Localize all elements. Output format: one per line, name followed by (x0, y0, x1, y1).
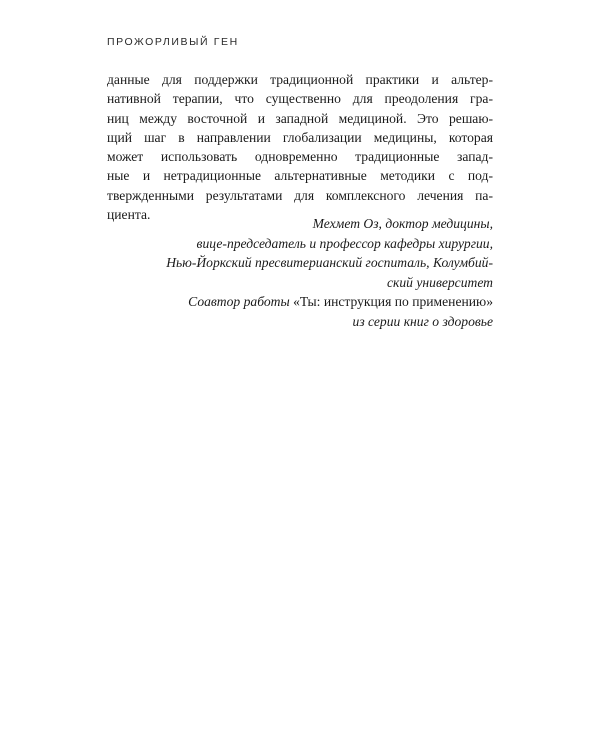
running-head: ПРОЖОРЛИВЫЙ ГЕН (107, 36, 239, 48)
author-attribution (107, 214, 493, 331)
paragraph-line: ниц между восточной и западной медициной. Это решаю- (107, 110, 493, 126)
attribution-position: вице-председатель и профессор кафедры хирургии, (196, 235, 493, 251)
paragraph-line: может использовать одновременно традиционные запад- (107, 149, 493, 165)
attribution-coauthor (107, 292, 493, 312)
paragraph-line: данные для поддержки традиционной практики и альтер- (107, 72, 493, 87)
paragraph-line: нативной терапии, что существенно для преодоления гра- (107, 91, 493, 107)
paragraph-line: циента. (107, 207, 151, 223)
attribution-affiliation-cont: ский университет (386, 274, 493, 290)
paragraph-line: твержденными результатами для комплексного лечения па- (107, 187, 493, 203)
attribution-coauthor-prefix: Соавтор работы (188, 294, 294, 309)
attribution-affiliation: Нью-Йоркский пресвитерианский госпиталь, Колумбий- (166, 255, 493, 270)
attribution-book-title: «Ты: инструкция по применению» (293, 294, 493, 309)
paragraph-line: ные и нетрадиционные альтернативные методики с под- (107, 168, 493, 184)
paragraph-line: щий шаг в направлении глобализации медицины, которая (107, 129, 493, 145)
attribution-author: Мехмет Оз, доктор медицины, (312, 216, 493, 231)
attribution-series: из серии книг о здоровье (352, 313, 493, 329)
body-paragraph (107, 70, 493, 224)
